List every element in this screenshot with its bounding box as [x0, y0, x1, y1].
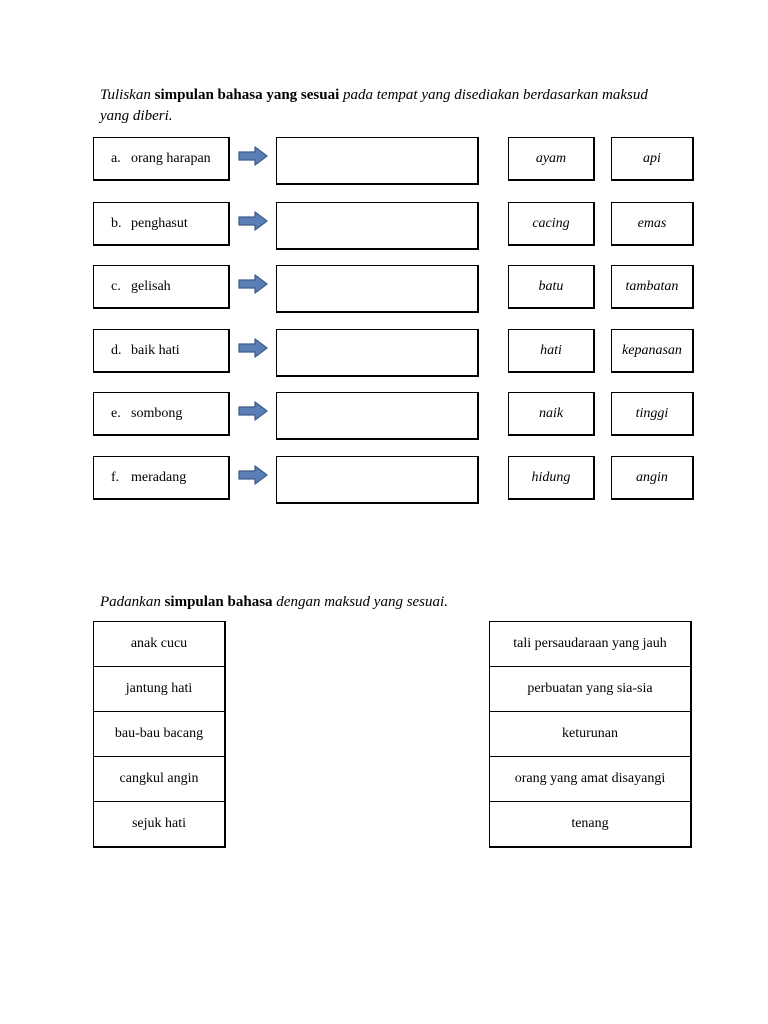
table-row: [94, 622, 226, 667]
term-text: baik hati: [131, 342, 180, 358]
table-row: [490, 802, 692, 848]
word-option-1: [508, 456, 595, 500]
word-option-text: api: [643, 150, 661, 166]
exercise-row: [0, 137, 768, 185]
match-item: orang yang amat disayangi: [490, 757, 692, 802]
term-letter: c.: [111, 278, 121, 294]
term-text: gelisah: [131, 278, 171, 294]
match-item: jantung hati: [94, 667, 226, 712]
answer-box[interactable]: [276, 456, 479, 504]
term-text: orang harapan: [131, 150, 211, 166]
term-box: [93, 265, 230, 309]
instruction-2: [100, 592, 700, 613]
word-option-1: [508, 392, 595, 436]
table-row: [94, 712, 226, 757]
term-letter: d.: [111, 342, 122, 358]
term-letter: b.: [111, 215, 122, 231]
match-right-table: [489, 621, 692, 848]
right-arrow-icon: [238, 465, 268, 485]
exercise-row: [0, 329, 768, 377]
word-option-2: [611, 329, 694, 373]
table-row: [94, 802, 226, 848]
word-option-2: [611, 137, 694, 181]
right-arrow-icon: [238, 274, 268, 294]
table-row: [490, 757, 692, 802]
table-row: [490, 622, 692, 667]
right-arrow-icon: [238, 211, 268, 231]
word-option-text: kepanasan: [622, 342, 682, 358]
instruction-1-bold: simpulan bahasa yang sesuai: [154, 87, 340, 103]
match-item: tali persaudaraan yang jauh: [490, 622, 692, 667]
word-option-text: hidung: [531, 469, 571, 485]
match-item: perbuatan yang sia-sia: [490, 667, 692, 712]
exercise-row: [0, 265, 768, 313]
term-text: penghasut: [131, 215, 188, 231]
match-item: cangkul angin: [94, 757, 226, 802]
instruction-2-part1: Padankan: [100, 594, 161, 610]
answer-box[interactable]: [276, 202, 479, 250]
table-row: [490, 667, 692, 712]
term-box: [93, 202, 230, 246]
word-option-2: [611, 456, 694, 500]
right-arrow-icon: [238, 401, 268, 421]
term-box: [93, 329, 230, 373]
match-item: tenang: [490, 802, 692, 848]
answer-box[interactable]: [276, 137, 479, 185]
word-option-2: [611, 392, 694, 436]
word-option-text: tinggi: [635, 405, 669, 421]
instruction-2-part2: dengan maksud yang sesuai.: [276, 594, 448, 610]
term-letter: f.: [111, 469, 120, 485]
word-option-text: hati: [540, 342, 562, 358]
right-arrow-icon: [238, 146, 268, 166]
word-option-text: batu: [538, 278, 564, 294]
word-option-text: cacing: [532, 215, 570, 231]
word-option-text: tambatan: [625, 278, 679, 294]
table-row: [94, 667, 226, 712]
term-box: [93, 456, 230, 500]
exercise-row: [0, 202, 768, 250]
match-item: anak cucu: [94, 622, 226, 667]
word-option-1: [508, 265, 595, 309]
word-option-1: [508, 202, 595, 246]
match-item: sejuk hati: [94, 802, 226, 848]
table-row: [490, 712, 692, 757]
term-letter: e.: [111, 405, 121, 421]
exercise-row: [0, 392, 768, 440]
instruction-1-part2: pada tempat yang disediakan berdasarkan maksud yang diberi.: [100, 87, 648, 124]
table-row: [94, 757, 226, 802]
word-option-2: [611, 265, 694, 309]
word-option-text: emas: [637, 215, 667, 231]
match-item: bau-bau bacang: [94, 712, 226, 757]
answer-box[interactable]: [276, 392, 479, 440]
word-option-text: angin: [636, 469, 668, 485]
answer-box[interactable]: [276, 329, 479, 377]
word-option-text: naik: [538, 405, 564, 421]
term-letter: a.: [111, 150, 121, 166]
match-left-table: [93, 621, 226, 848]
instruction-1-part1: Tuliskan: [100, 87, 151, 103]
word-option-text: ayam: [535, 150, 567, 166]
right-arrow-icon: [238, 338, 268, 358]
term-box: [93, 137, 230, 181]
term-box: [93, 392, 230, 436]
answer-box[interactable]: [276, 265, 479, 313]
word-option-2: [611, 202, 694, 246]
word-option-1: [508, 137, 595, 181]
exercise-row: [0, 456, 768, 504]
word-option-1: [508, 329, 595, 373]
term-text: meradang: [131, 469, 187, 485]
instruction-2-bold: simpulan bahasa: [164, 594, 273, 610]
term-text: sombong: [131, 405, 183, 421]
match-item: keturunan: [490, 712, 692, 757]
instruction-1: [100, 85, 660, 127]
